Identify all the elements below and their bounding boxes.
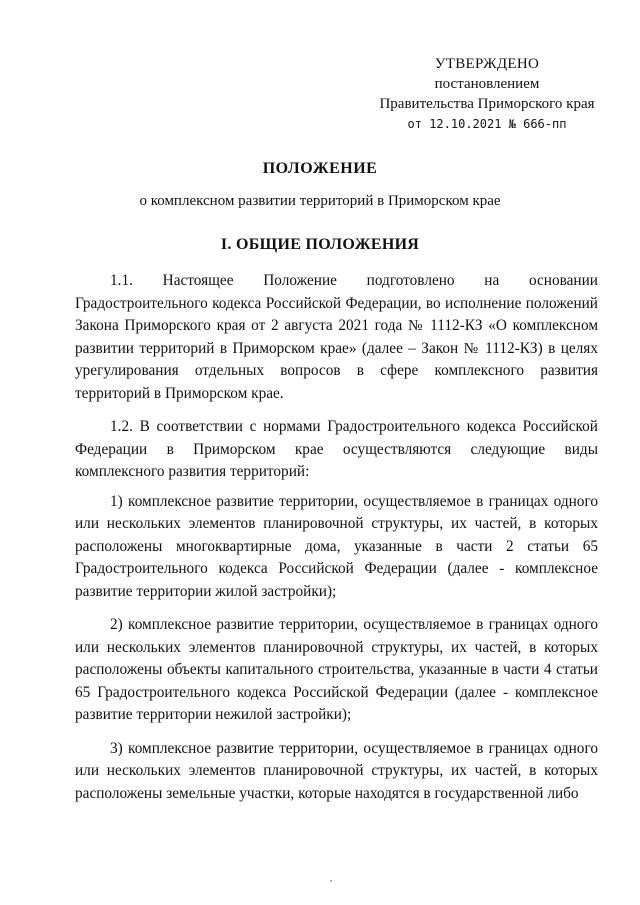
document-body: [75, 270, 598, 816]
scan-speck: [330, 880, 332, 882]
document-title: ПОЛОЖЕНИЕ: [262, 160, 378, 177]
approval-line-1: постановлением: [434, 76, 540, 92]
list-item-3: 3) комплексное развитие территории, осуществляемое в границах одного или нескольких элементов планировочной структуры, их частей, в которых расположены земельные участки, которые находятся в государственной либо: [75, 739, 598, 802]
list-item-1: 1) комплексное развитие территории, осуществляемое в границах одного или нескольких элементов планировочной структуры, их частей, в которых расположены многоквартирные дома, указанные в части 2 статьи 65 Градостроительного кодекса Российской Федерации (далее - комплексное развитие территории жилой застройки);: [75, 492, 598, 600]
approval-stamp: УТВЕРЖДЕНО: [434, 56, 540, 72]
paragraph-1-1: 1.1. Настоящее Положение подготовлено на основании Градостроительного кодекса Российской Федерации, во исполнение положений Закона Приморского края от 2 августа 2021 года № 1112-КЗ «О комплексном развитии территорий в Приморском крае» (далее – Закон № 1112-КЗ) в целях урегулирования отдельных вопросов в сфере комплексного развития территорий в Приморском крае.: [75, 272, 598, 402]
list-item-2: 2) комплексное развитие территории, осуществляемое в границах одного или нескольких элементов планировочной структуры, их частей, в которых расположены объекты капитального строительства, указанные в части 4 статьи 65 Градостроительного кодекса Российской Федерации (далее - комплексное развитие территории нежилой застройки);: [75, 616, 598, 723]
approval-line-2: Правительства Приморского края: [379, 96, 595, 112]
approval-date-line: от 12.10.2021 № 666-пп: [407, 117, 567, 131]
approval-block: [362, 54, 612, 134]
document-subtitle: о комплексном развитии территорий в Приморском крае: [139, 193, 501, 209]
section-heading: I. ОБЩИЕ ПОЛОЖЕНИЯ: [220, 236, 420, 253]
paragraph-1-2: 1.2. В соответствии с нормами Градостроительного кодекса Российской Федерации в Приморском крае осуществляются следующие виды комплексного развития территорий:: [75, 418, 598, 480]
